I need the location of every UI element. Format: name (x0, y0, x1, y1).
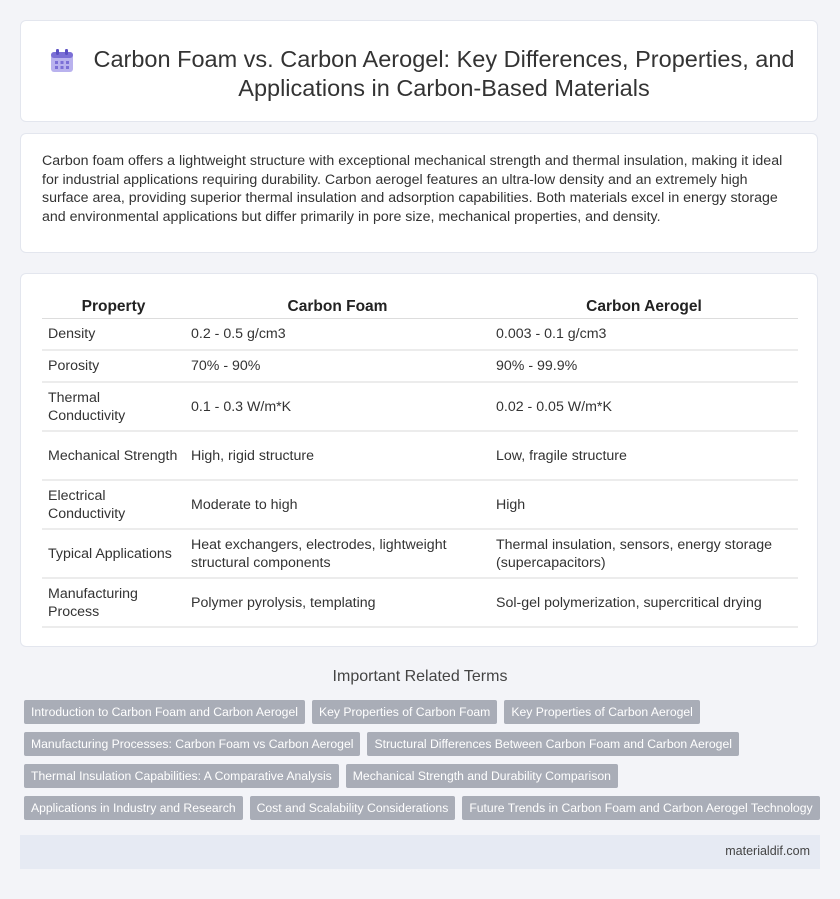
carbon-foam-cell: High, rigid structure (185, 431, 490, 480)
carbon-aerogel-cell: 0.003 - 0.1 g/cm3 (490, 319, 798, 351)
table-row (42, 529, 798, 578)
comparison-table (42, 296, 798, 628)
tag-row (24, 732, 824, 756)
table-row (42, 480, 798, 529)
table-row (42, 382, 798, 431)
column-header: Carbon Foam (185, 296, 490, 319)
carbon-aerogel-cell: 90% - 99.9% (490, 350, 798, 382)
page-title: Carbon Foam vs. Carbon Aerogel: Key Differences, Properties, and Applications in Carbon-Based Materials (93, 46, 795, 101)
property-cell: Porosity (42, 350, 185, 382)
table-row (42, 578, 798, 627)
property-cell: Mechanical Strength (42, 431, 185, 480)
table-row (42, 350, 798, 382)
related-term-link[interactable]: Thermal Insulation Capabilities: A Comparative Analysis (24, 764, 339, 788)
related-term-link[interactable]: Future Trends in Carbon Foam and Carbon Aerogel Technology (462, 796, 819, 820)
property-cell: Thermal Conductivity (42, 382, 185, 431)
related-terms-heading: Important Related Terms (332, 668, 508, 685)
calendar-icon (49, 48, 75, 74)
carbon-foam-cell: 0.2 - 0.5 g/cm3 (185, 319, 490, 351)
carbon-aerogel-cell: Sol-gel polymerization, supercritical drying (490, 578, 798, 627)
column-header: Property (42, 296, 185, 319)
tag-row (24, 796, 824, 820)
table-row (42, 319, 798, 351)
column-header: Carbon Aerogel (490, 296, 798, 319)
site-name[interactable]: materialdif.com (725, 844, 810, 858)
related-terms-list (24, 700, 824, 828)
table-row (42, 431, 798, 480)
carbon-foam-cell: 0.1 - 0.3 W/m*K (185, 382, 490, 431)
property-cell: Electrical Conductivity (42, 480, 185, 529)
tag-row (24, 700, 824, 724)
related-term-link[interactable]: Mechanical Strength and Durability Comparison (346, 764, 618, 788)
footer (20, 835, 820, 869)
property-cell: Manufacturing Process (42, 578, 185, 627)
comparison-card (20, 273, 818, 647)
related-term-link[interactable]: Applications in Industry and Research (24, 796, 243, 820)
carbon-foam-cell: 70% - 90% (185, 350, 490, 382)
carbon-aerogel-cell: 0.02 - 0.05 W/m*K (490, 382, 798, 431)
table-header-row (42, 296, 798, 319)
related-term-link[interactable]: Manufacturing Processes: Carbon Foam vs Carbon Aerogel (24, 732, 360, 756)
related-term-link[interactable]: Cost and Scalability Considerations (250, 796, 456, 820)
carbon-aerogel-cell: Low, fragile structure (490, 431, 798, 480)
property-cell: Typical Applications (42, 529, 185, 578)
intro-text: Carbon foam offers a lightweight structure with exceptional mechanical strength and thermal insulation, making it ideal for industrial applications requiring durability. Carbon aerogel features an ultra-low density and an extremely high surface area, providing superior thermal insulation and adsorption capabilities. Both materials excel in energy storage and environmental applications but differ primarily in pore size, mechanical properties, and density. (42, 153, 783, 225)
property-cell: Density (42, 319, 185, 351)
related-term-link[interactable]: Structural Differences Between Carbon Foam and Carbon Aerogel (367, 732, 738, 756)
carbon-foam-cell: Heat exchangers, electrodes, lightweight structural components (185, 529, 490, 578)
carbon-foam-cell: Polymer pyrolysis, templating (185, 578, 490, 627)
carbon-aerogel-cell: Thermal insulation, sensors, energy storage (supercapacitors) (490, 529, 798, 578)
related-term-link[interactable]: Key Properties of Carbon Foam (312, 700, 497, 724)
carbon-aerogel-cell: High (490, 480, 798, 529)
title-card (20, 20, 818, 122)
intro-card (20, 133, 818, 253)
carbon-foam-cell: Moderate to high (185, 480, 490, 529)
related-term-link[interactable]: Introduction to Carbon Foam and Carbon Aerogel (24, 700, 305, 724)
tag-row (24, 764, 824, 788)
related-term-link[interactable]: Key Properties of Carbon Aerogel (504, 700, 700, 724)
